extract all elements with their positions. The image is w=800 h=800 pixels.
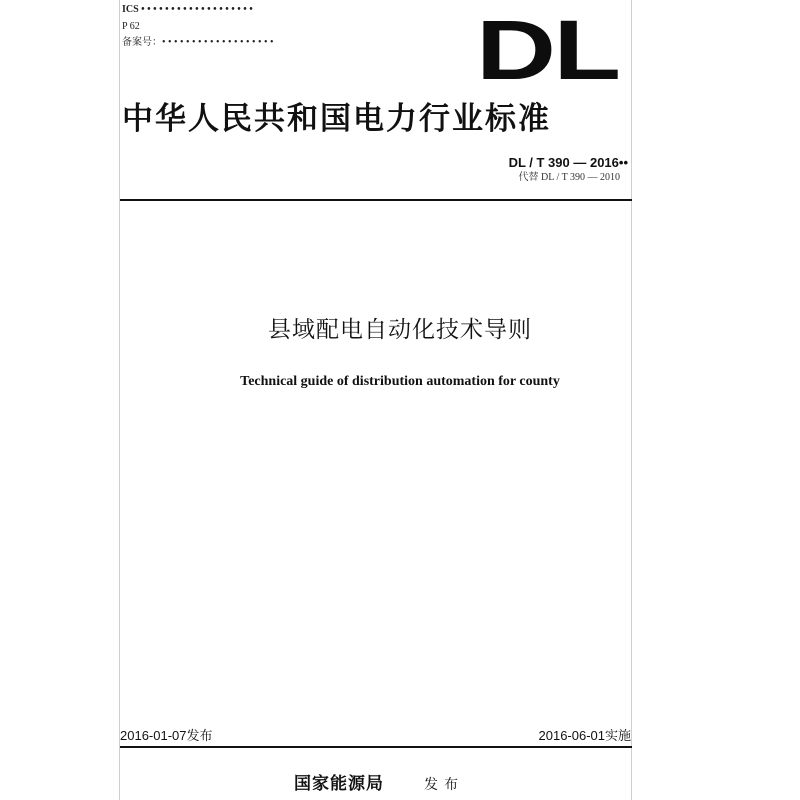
record-number: 备案号：• • • • • • • • • • • • • • • • • • • [122, 37, 274, 48]
right-border-line [631, 0, 632, 800]
ics-number: ICS • • • • • • • • • • • • • • • • • • • [122, 4, 253, 15]
dl-logo: DL [476, 3, 619, 97]
header-divider [120, 199, 632, 201]
implementation-date: 2016-06-01实施 [538, 728, 631, 743]
classification-code: P 62 [122, 21, 140, 32]
replaces-standard: 代替 DL / T 390 — 2010 [518, 172, 620, 183]
issuing-authority: 国家能源局 [294, 774, 384, 794]
issue-date: 2016-01-07发布 [120, 728, 213, 743]
document-title-chinese: 县域配电自动化技术导则 [268, 317, 532, 343]
issued-label: 发布 [424, 777, 464, 793]
left-border-line [119, 0, 120, 800]
document-title-english: Technical guide of distribution automation for county [240, 374, 560, 389]
standard-name-heading: 中华人民共和国电力行业标准 [122, 101, 551, 137]
standard-code: DL / T 390 — 2016•• [508, 155, 628, 170]
footer-divider [120, 746, 632, 748]
